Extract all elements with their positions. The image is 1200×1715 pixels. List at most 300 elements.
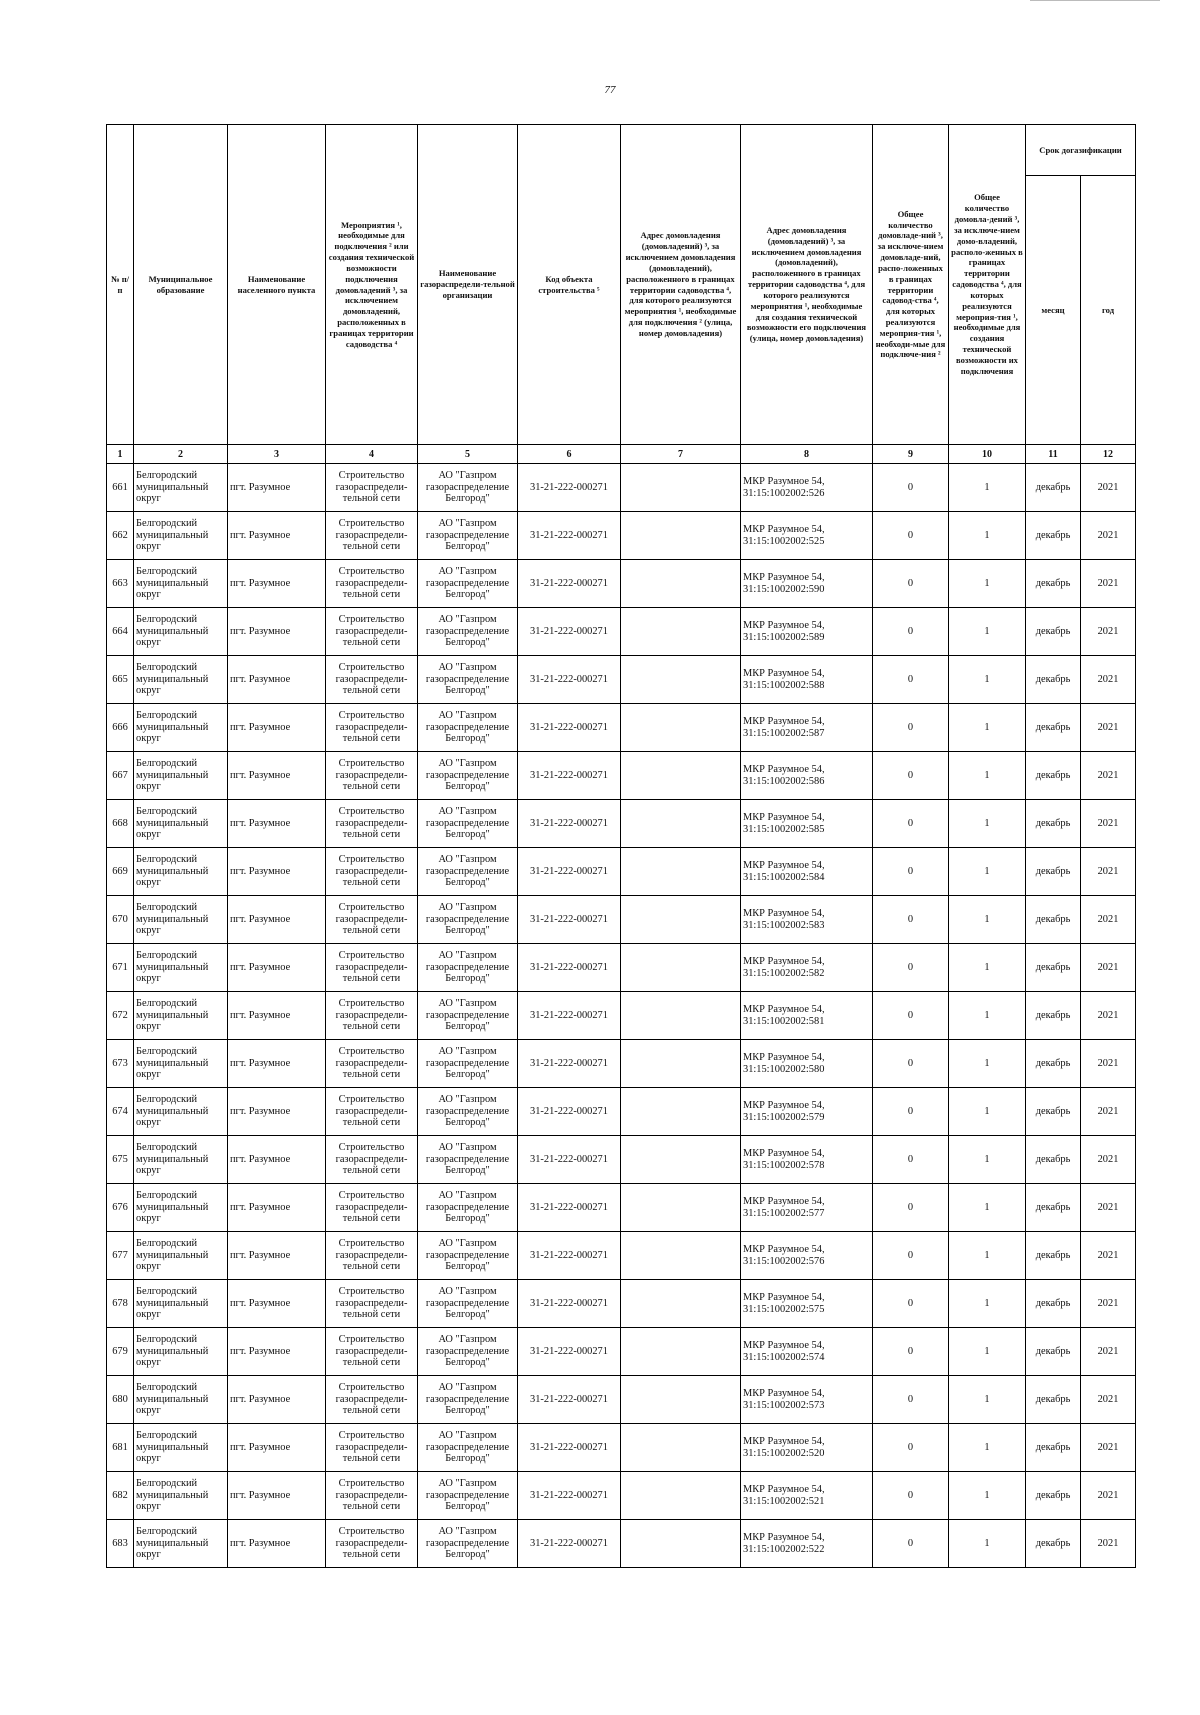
address-connection-cell [621,1424,741,1472]
row-number: 668 [107,800,134,848]
header-col-number: № п/п [107,125,134,445]
table-row [107,752,1136,800]
deadline-year-cell: 2021 [1081,608,1136,656]
deadline-month-cell: декабрь [1026,704,1081,752]
address-capacity-cell: МКР Разумное 54, 31:15:1002002:581 [741,992,873,1040]
deadline-month-cell: декабрь [1026,608,1081,656]
row-number: 663 [107,560,134,608]
row-number: 680 [107,1376,134,1424]
measure-cell: Строительство газораспредели-тельной сети [326,800,418,848]
deadline-month-cell: декабрь [1026,1136,1081,1184]
object-code-cell: 31-21-222-000271 [518,944,621,992]
column-number: 10 [949,445,1026,464]
row-number: 673 [107,1040,134,1088]
gas-org-cell: АО "Газпром газораспределение Белгород" [418,800,518,848]
settlement-cell: пгт. Разумное [228,512,326,560]
settlement-cell: пгт. Разумное [228,944,326,992]
deadline-month-cell: декабрь [1026,656,1081,704]
deadline-year-cell: 2021 [1081,1328,1136,1376]
deadline-year-cell: 2021 [1081,1232,1136,1280]
measure-cell: Строительство газораспредели-тельной сети [326,560,418,608]
row-number: 662 [107,512,134,560]
deadline-month-cell: декабрь [1026,512,1081,560]
municipality-cell: Белгородский муниципальный округ [134,1232,228,1280]
deadline-month-cell: декабрь [1026,1472,1081,1520]
row-number: 669 [107,848,134,896]
table-row [107,800,1136,848]
measure-cell: Строительство газораспредели-тельной сети [326,1280,418,1328]
row-number: 661 [107,464,134,512]
table-row [107,944,1136,992]
deadline-year-cell: 2021 [1081,1424,1136,1472]
header-col-count-connection: Общее количество домовладе-ний ³, за исключе-нием домовладе-ний, распо-ложенных в границах территории садовод-ства ⁴, для которых реализуются мероприя-тия ¹, необходи-мые для подключе-ния ² [873,125,949,445]
count-capacity-cell: 1 [949,1328,1026,1376]
settlement-cell: пгт. Разумное [228,1136,326,1184]
count-capacity-cell: 1 [949,944,1026,992]
address-connection-cell [621,656,741,704]
count-connection-cell: 0 [873,608,949,656]
count-connection-cell: 0 [873,1136,949,1184]
count-connection-cell: 0 [873,944,949,992]
deadline-year-cell: 2021 [1081,1280,1136,1328]
object-code-cell: 31-21-222-000271 [518,1232,621,1280]
settlement-cell: пгт. Разумное [228,1232,326,1280]
gas-org-cell: АО "Газпром газораспределение Белгород" [418,896,518,944]
settlement-cell: пгт. Разумное [228,1520,326,1568]
address-capacity-cell: МКР Разумное 54, 31:15:1002002:585 [741,800,873,848]
table-row [107,1040,1136,1088]
column-number: 8 [741,445,873,464]
address-connection-cell [621,512,741,560]
count-connection-cell: 0 [873,896,949,944]
header-col-object-code: Код объекта строительства ⁵ [518,125,621,445]
row-number: 675 [107,1136,134,1184]
deadline-month-cell: декабрь [1026,1088,1081,1136]
municipality-cell: Белгородский муниципальный округ [134,608,228,656]
count-capacity-cell: 1 [949,1376,1026,1424]
address-connection-cell [621,464,741,512]
measure-cell: Строительство газораспредели-тельной сети [326,752,418,800]
address-capacity-cell: МКР Разумное 54, 31:15:1002002:573 [741,1376,873,1424]
column-number: 9 [873,445,949,464]
deadline-month-cell: декабрь [1026,848,1081,896]
deadline-year-cell: 2021 [1081,1040,1136,1088]
gas-org-cell: АО "Газпром газораспределение Белгород" [418,1040,518,1088]
address-connection-cell [621,944,741,992]
count-capacity-cell: 1 [949,512,1026,560]
count-capacity-cell: 1 [949,1232,1026,1280]
table-row [107,1280,1136,1328]
gas-org-cell: АО "Газпром газораспределение Белгород" [418,608,518,656]
object-code-cell: 31-21-222-000271 [518,560,621,608]
address-connection-cell [621,848,741,896]
header-col-address-capacity: Адрес домовладения (домовладений) ³, за исключением домовладения (домовладений), расположенного в границах территории садоводства ⁴, для которого реализуются мероприятия ¹, необходимые для создания технической возможности его подключения (улица, номер домовладения) [741,125,873,445]
column-number: 3 [228,445,326,464]
count-capacity-cell: 1 [949,896,1026,944]
object-code-cell: 31-21-222-000271 [518,1520,621,1568]
header-col-gas-org: Наименование газораспредели-тельной организации [418,125,518,445]
row-number: 683 [107,1520,134,1568]
header-group-deadline: Срок догазификации [1026,125,1136,176]
deadline-month-cell: декабрь [1026,896,1081,944]
municipality-cell: Белгородский муниципальный округ [134,464,228,512]
table-row [107,1376,1136,1424]
measure-cell: Строительство газораспредели-тельной сети [326,1376,418,1424]
deadline-year-cell: 2021 [1081,1088,1136,1136]
table-body [107,464,1136,1568]
settlement-cell: пгт. Разумное [228,896,326,944]
address-capacity-cell: МКР Разумное 54, 31:15:1002002:587 [741,704,873,752]
deadline-year-cell: 2021 [1081,1184,1136,1232]
gas-org-cell: АО "Газпром газораспределение Белгород" [418,1376,518,1424]
measure-cell: Строительство газораспредели-тельной сети [326,1136,418,1184]
deadline-year-cell: 2021 [1081,800,1136,848]
municipality-cell: Белгородский муниципальный округ [134,512,228,560]
gas-org-cell: АО "Газпром газораспределение Белгород" [418,464,518,512]
table-row [107,1520,1136,1568]
count-capacity-cell: 1 [949,1520,1026,1568]
row-number: 674 [107,1088,134,1136]
object-code-cell: 31-21-222-000271 [518,1472,621,1520]
deadline-month-cell: декабрь [1026,1376,1081,1424]
column-number: 7 [621,445,741,464]
row-number: 671 [107,944,134,992]
count-capacity-cell: 1 [949,464,1026,512]
deadline-month-cell: декабрь [1026,1184,1081,1232]
municipality-cell: Белгородский муниципальный округ [134,848,228,896]
deadline-month-cell: декабрь [1026,992,1081,1040]
header-col-settlement: Наименование населенного пункта [228,125,326,445]
header-col-municipality: Муниципальное образование [134,125,228,445]
header-row [107,125,1136,176]
row-number: 665 [107,656,134,704]
address-capacity-cell: МКР Разумное 54, 31:15:1002002:584 [741,848,873,896]
object-code-cell: 31-21-222-000271 [518,752,621,800]
object-code-cell: 31-21-222-000271 [518,1280,621,1328]
gas-org-cell: АО "Газпром газораспределение Белгород" [418,1472,518,1520]
deadline-year-cell: 2021 [1081,1376,1136,1424]
municipality-cell: Белгородский муниципальный округ [134,944,228,992]
count-capacity-cell: 1 [949,704,1026,752]
deadline-year-cell: 2021 [1081,1136,1136,1184]
settlement-cell: пгт. Разумное [228,1280,326,1328]
measure-cell: Строительство газораспредели-тельной сети [326,704,418,752]
address-connection-cell [621,1472,741,1520]
measure-cell: Строительство газораспредели-тельной сети [326,464,418,512]
header-col-year: год [1081,176,1136,445]
address-capacity-cell: МКР Разумное 54, 31:15:1002002:580 [741,1040,873,1088]
object-code-cell: 31-21-222-000271 [518,608,621,656]
scan-edge-line [1030,0,1160,1]
count-connection-cell: 0 [873,992,949,1040]
object-code-cell: 31-21-222-000271 [518,1136,621,1184]
deadline-year-cell: 2021 [1081,944,1136,992]
header-col-count-capacity: Общее количество домовла-дений ³, за исключе-нием домо-владений, располо-женных в границах территории садоводства ⁴, для которых реализуются мероприя-тия ¹, необходимые для создания технической возможности их подключения [949,125,1026,445]
settlement-cell: пгт. Разумное [228,1088,326,1136]
municipality-cell: Белгородский муниципальный округ [134,1280,228,1328]
table-row [107,560,1136,608]
settlement-cell: пгт. Разумное [228,560,326,608]
address-capacity-cell: МКР Разумное 54, 31:15:1002002:588 [741,656,873,704]
address-connection-cell [621,560,741,608]
address-capacity-cell: МКР Разумное 54, 31:15:1002002:575 [741,1280,873,1328]
count-connection-cell: 0 [873,1424,949,1472]
count-capacity-cell: 1 [949,1136,1026,1184]
table-row [107,1328,1136,1376]
deadline-year-cell: 2021 [1081,1472,1136,1520]
count-capacity-cell: 1 [949,1040,1026,1088]
deadline-year-cell: 2021 [1081,896,1136,944]
object-code-cell: 31-21-222-000271 [518,1328,621,1376]
address-capacity-cell: МКР Разумное 54, 31:15:1002002:583 [741,896,873,944]
count-connection-cell: 0 [873,1280,949,1328]
deadline-year-cell: 2021 [1081,560,1136,608]
address-capacity-cell: МКР Разумное 54, 31:15:1002002:577 [741,1184,873,1232]
header-col-month: месяц [1026,176,1081,445]
object-code-cell: 31-21-222-000271 [518,656,621,704]
count-connection-cell: 0 [873,560,949,608]
object-code-cell: 31-21-222-000271 [518,1424,621,1472]
deadline-year-cell: 2021 [1081,464,1136,512]
settlement-cell: пгт. Разумное [228,1328,326,1376]
gas-org-cell: АО "Газпром газораспределение Белгород" [418,1280,518,1328]
count-capacity-cell: 1 [949,800,1026,848]
table-row [107,1424,1136,1472]
count-capacity-cell: 1 [949,608,1026,656]
row-number: 679 [107,1328,134,1376]
object-code-cell: 31-21-222-000271 [518,1376,621,1424]
count-connection-cell: 0 [873,1184,949,1232]
deadline-year-cell: 2021 [1081,1520,1136,1568]
settlement-cell: пгт. Разумное [228,704,326,752]
measure-cell: Строительство газораспредели-тельной сети [326,512,418,560]
object-code-cell: 31-21-222-000271 [518,512,621,560]
count-capacity-cell: 1 [949,656,1026,704]
object-code-cell: 31-21-222-000271 [518,896,621,944]
address-capacity-cell: МКР Разумное 54, 31:15:1002002:578 [741,1136,873,1184]
gasification-table [106,124,1136,1568]
deadline-year-cell: 2021 [1081,656,1136,704]
count-connection-cell: 0 [873,1520,949,1568]
deadline-month-cell: декабрь [1026,944,1081,992]
gas-org-cell: АО "Газпром газораспределение Белгород" [418,752,518,800]
column-number: 12 [1081,445,1136,464]
object-code-cell: 31-21-222-000271 [518,1184,621,1232]
row-number: 667 [107,752,134,800]
municipality-cell: Белгородский муниципальный округ [134,1184,228,1232]
count-connection-cell: 0 [873,752,949,800]
column-number: 5 [418,445,518,464]
address-connection-cell [621,800,741,848]
municipality-cell: Белгородский муниципальный округ [134,1136,228,1184]
municipality-cell: Белгородский муниципальный округ [134,560,228,608]
measure-cell: Строительство газораспредели-тельной сети [326,848,418,896]
count-capacity-cell: 1 [949,1184,1026,1232]
settlement-cell: пгт. Разумное [228,752,326,800]
municipality-cell: Белгородский муниципальный округ [134,1520,228,1568]
deadline-month-cell: декабрь [1026,1280,1081,1328]
table-row [107,608,1136,656]
deadline-month-cell: декабрь [1026,560,1081,608]
address-connection-cell [621,1040,741,1088]
table-row [107,704,1136,752]
count-connection-cell: 0 [873,1232,949,1280]
address-capacity-cell: МКР Разумное 54, 31:15:1002002:586 [741,752,873,800]
address-capacity-cell: МКР Разумное 54, 31:15:1002002:579 [741,1088,873,1136]
address-capacity-cell: МКР Разумное 54, 31:15:1002002:589 [741,608,873,656]
measure-cell: Строительство газораспредели-тельной сети [326,992,418,1040]
count-connection-cell: 0 [873,1088,949,1136]
count-capacity-cell: 1 [949,560,1026,608]
municipality-cell: Белгородский муниципальный округ [134,1328,228,1376]
settlement-cell: пгт. Разумное [228,1040,326,1088]
address-connection-cell [621,1136,741,1184]
header-col-address-connection: Адрес домовладения (домовладений) ³, за исключением домовладения (домовладений), расположенного в границах территории садоводства ⁴, для которого реализуются мероприятия ¹, необходимые для подключения ² (улица, номер домовладения) [621,125,741,445]
settlement-cell: пгт. Разумное [228,608,326,656]
deadline-year-cell: 2021 [1081,992,1136,1040]
column-number: 1 [107,445,134,464]
address-capacity-cell: МКР Разумное 54, 31:15:1002002:525 [741,512,873,560]
measure-cell: Строительство газораспредели-тельной сети [326,1424,418,1472]
row-number: 681 [107,1424,134,1472]
gas-org-cell: АО "Газпром газораспределение Белгород" [418,1088,518,1136]
column-number: 4 [326,445,418,464]
table-row [107,1472,1136,1520]
measure-cell: Строительство газораспредели-тельной сети [326,1472,418,1520]
row-number: 677 [107,1232,134,1280]
table-row [107,896,1136,944]
address-connection-cell [621,1520,741,1568]
count-capacity-cell: 1 [949,752,1026,800]
deadline-year-cell: 2021 [1081,848,1136,896]
row-number: 682 [107,1472,134,1520]
address-connection-cell [621,752,741,800]
count-capacity-cell: 1 [949,1088,1026,1136]
count-connection-cell: 0 [873,704,949,752]
gas-org-cell: АО "Газпром газораспределение Белгород" [418,848,518,896]
table-row [107,848,1136,896]
measure-cell: Строительство газораспредели-тельной сети [326,1040,418,1088]
table-row [107,1184,1136,1232]
address-capacity-cell: МКР Разумное 54, 31:15:1002002:576 [741,1232,873,1280]
column-number: 11 [1026,445,1081,464]
count-connection-cell: 0 [873,1040,949,1088]
address-connection-cell [621,1184,741,1232]
measure-cell: Строительство газораспредели-тельной сети [326,656,418,704]
deadline-year-cell: 2021 [1081,704,1136,752]
address-connection-cell [621,1376,741,1424]
count-connection-cell: 0 [873,512,949,560]
municipality-cell: Белгородский муниципальный округ [134,656,228,704]
gas-org-cell: АО "Газпром газораспределение Белгород" [418,1232,518,1280]
measure-cell: Строительство газораспредели-тельной сети [326,1184,418,1232]
count-connection-cell: 0 [873,800,949,848]
gas-org-cell: АО "Газпром газораспределение Белгород" [418,1136,518,1184]
object-code-cell: 31-21-222-000271 [518,704,621,752]
municipality-cell: Белгородский муниципальный округ [134,704,228,752]
deadline-month-cell: декабрь [1026,1232,1081,1280]
object-code-cell: 31-21-222-000271 [518,800,621,848]
gas-org-cell: АО "Газпром газораспределение Белгород" [418,1328,518,1376]
address-connection-cell [621,608,741,656]
count-capacity-cell: 1 [949,1424,1026,1472]
gas-org-cell: АО "Газпром газораспределение Белгород" [418,512,518,560]
measure-cell: Строительство газораспредели-тельной сети [326,1088,418,1136]
measure-cell: Строительство газораспредели-тельной сети [326,1520,418,1568]
settlement-cell: пгт. Разумное [228,992,326,1040]
deadline-month-cell: декабрь [1026,1424,1081,1472]
address-capacity-cell: МКР Разумное 54, 31:15:1002002:520 [741,1424,873,1472]
municipality-cell: Белгородский муниципальный округ [134,1472,228,1520]
deadline-month-cell: декабрь [1026,464,1081,512]
gas-org-cell: АО "Газпром газораспределение Белгород" [418,560,518,608]
row-number: 676 [107,1184,134,1232]
settlement-cell: пгт. Разумное [228,848,326,896]
settlement-cell: пгт. Разумное [228,464,326,512]
address-capacity-cell: МКР Разумное 54, 31:15:1002002:574 [741,1328,873,1376]
address-connection-cell [621,1232,741,1280]
settlement-cell: пгт. Разумное [228,1376,326,1424]
address-capacity-cell: МКР Разумное 54, 31:15:1002002:521 [741,1472,873,1520]
header-col-measures: Мероприятия ¹, необходимые для подключения ² или создания технической возможности подключения домовладений ³, за исключением домовладений, расположенных в границах территории садоводства ⁴ [326,125,418,445]
object-code-cell: 31-21-222-000271 [518,992,621,1040]
table-row [107,1232,1136,1280]
municipality-cell: Белгородский муниципальный округ [134,1040,228,1088]
settlement-cell: пгт. Разумное [228,1472,326,1520]
measure-cell: Строительство газораспредели-тельной сети [326,1328,418,1376]
address-connection-cell [621,1328,741,1376]
deadline-month-cell: декабрь [1026,800,1081,848]
municipality-cell: Белгородский муниципальный округ [134,800,228,848]
deadline-year-cell: 2021 [1081,752,1136,800]
municipality-cell: Белгородский муниципальный округ [134,752,228,800]
column-number: 2 [134,445,228,464]
column-number-row [107,445,1136,464]
address-capacity-cell: МКР Разумное 54, 31:15:1002002:582 [741,944,873,992]
deadline-month-cell: декабрь [1026,1520,1081,1568]
table-row [107,512,1136,560]
municipality-cell: Белгородский муниципальный округ [134,1376,228,1424]
table-row [107,656,1136,704]
settlement-cell: пгт. Разумное [228,800,326,848]
object-code-cell: 31-21-222-000271 [518,848,621,896]
object-code-cell: 31-21-222-000271 [518,1088,621,1136]
table-row [107,992,1136,1040]
address-connection-cell [621,1088,741,1136]
count-connection-cell: 0 [873,464,949,512]
column-number: 6 [518,445,621,464]
address-capacity-cell: МКР Разумное 54, 31:15:1002002:522 [741,1520,873,1568]
row-number: 678 [107,1280,134,1328]
count-capacity-cell: 1 [949,848,1026,896]
row-number: 672 [107,992,134,1040]
address-connection-cell [621,1280,741,1328]
municipality-cell: Белгородский муниципальный округ [134,992,228,1040]
gas-org-cell: АО "Газпром газораспределение Белгород" [418,656,518,704]
count-connection-cell: 0 [873,656,949,704]
measure-cell: Строительство газораспредели-тельной сети [326,896,418,944]
municipality-cell: Белгородский муниципальный округ [134,1088,228,1136]
measure-cell: Строительство газораспредели-тельной сети [326,1232,418,1280]
address-connection-cell [621,896,741,944]
object-code-cell: 31-21-222-000271 [518,464,621,512]
deadline-month-cell: декабрь [1026,1328,1081,1376]
table-row [107,1136,1136,1184]
count-connection-cell: 0 [873,848,949,896]
object-code-cell: 31-21-222-000271 [518,1040,621,1088]
gas-org-cell: АО "Газпром газораспределение Белгород" [418,1424,518,1472]
count-connection-cell: 0 [873,1376,949,1424]
